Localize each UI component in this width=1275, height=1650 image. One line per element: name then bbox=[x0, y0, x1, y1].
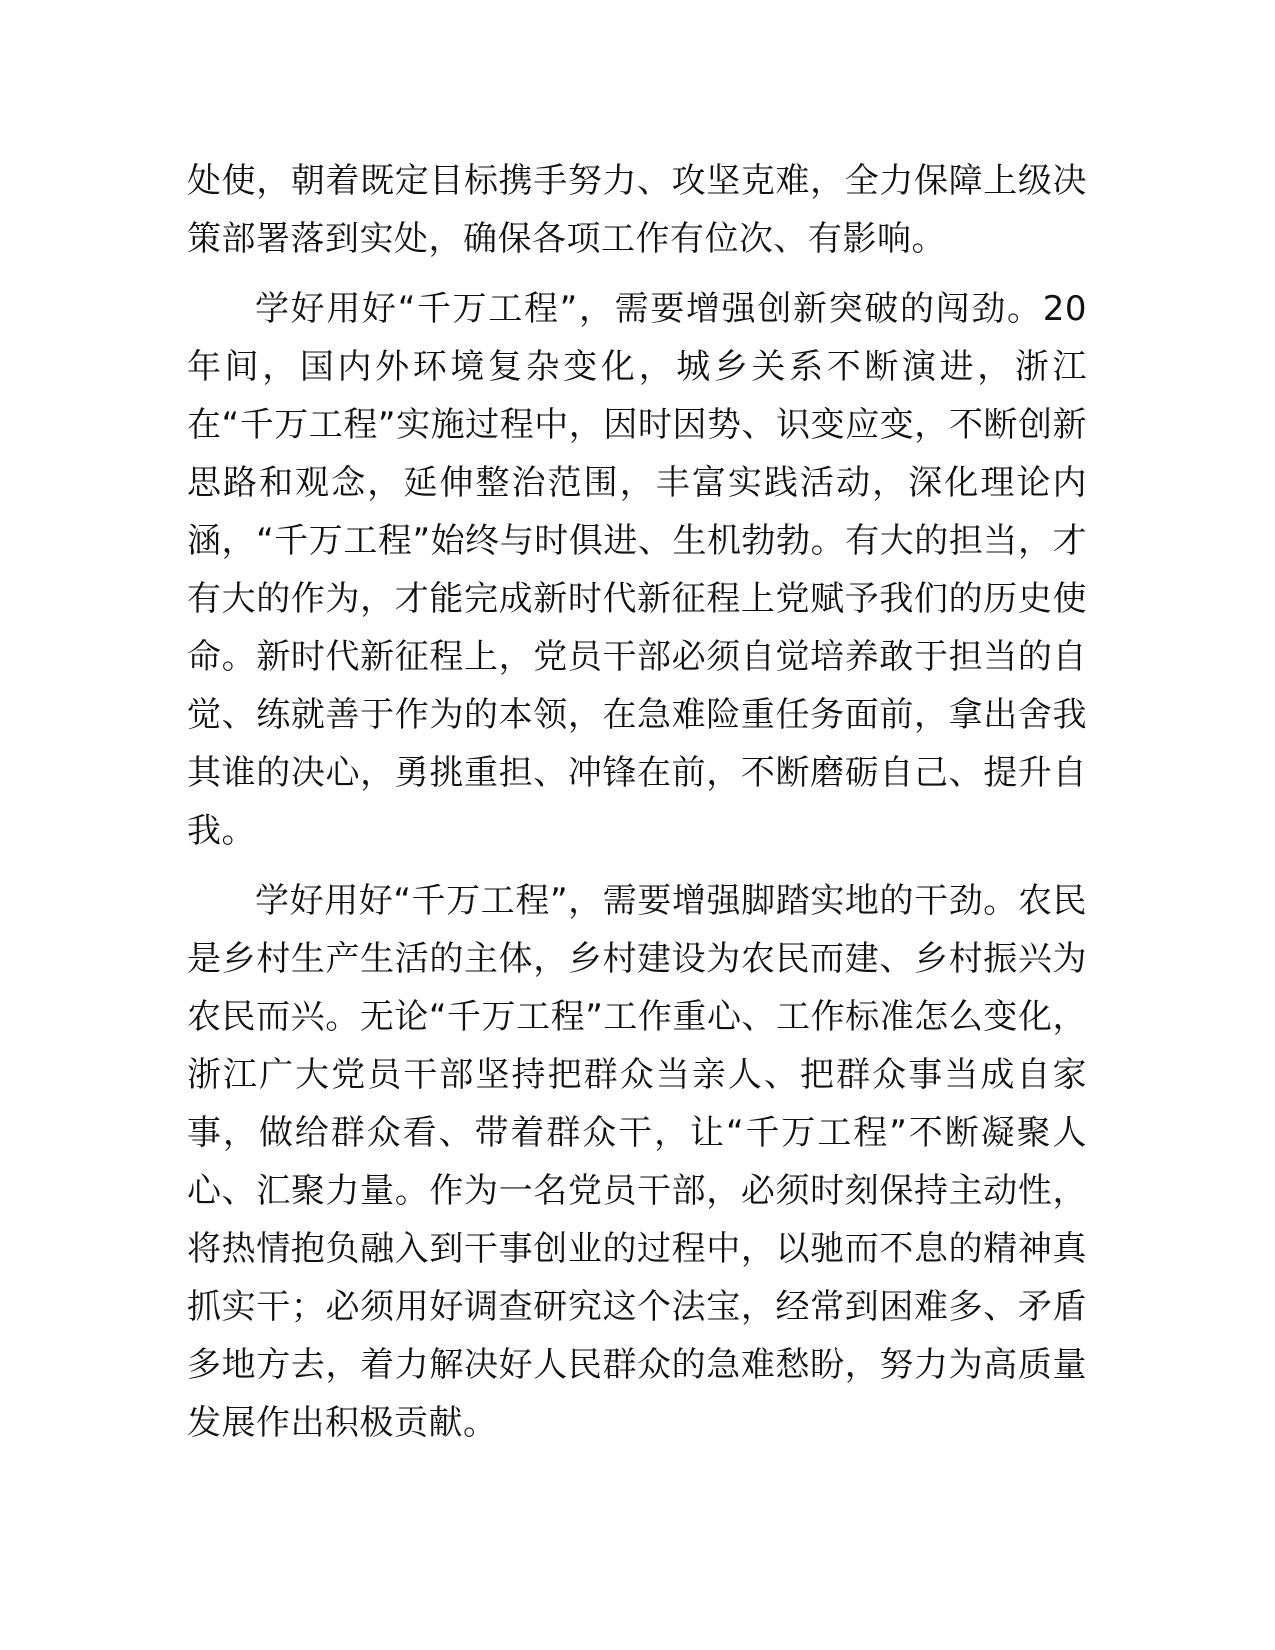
paragraph-continuation: 处使，朝着既定目标携手努力、攻坚克难，全力保障上级决策部署落到实处，确保各项工作有位次、有影响。 bbox=[187, 161, 1087, 259]
document-body bbox=[187, 152, 1087, 1452]
paragraph-down-to-earth: 学好用好“千万工程”，需要增强脚踏实地的干劲。农民是乡村生产生活的主体，乡村建设为农民而建、乡村振兴为农民而兴。无论“千万工程”工作重心、工作标准怎么变化，浙江广大党员干部坚持把群众当亲人、把群众事当成自家事，做给群众看、带着群众干，让“千万工程”不断凝聚人心、汇聚力量。作为一名党员干部，必须时刻保持主动性，将热情抱负融入到干事创业的过程中，以驰而不息的精神真抓实干；必须用好调查研究这个法宝，经常到困难多、矛盾多地方去，着力解决好人民群众的急难愁盼，努力为高质量发展作出积极贡献。 bbox=[187, 881, 1087, 1443]
paragraph-innovation: 学好用好“千万工程”，需要增强创新突破的闯劲。20 年间，国内外环境复杂变化，城乡关系不断演进，浙江在“千万工程”实施过程中，因时因势、识变应变，不断创新思路和观念，延伸整治范围，丰富实践活动，深化理论内涵，“千万工程”始终与时俱进、生机勃勃。有大的担当，才有大的作为，才能完成新时代新征程上党赋予我们的历史使命。新时代新征程上，党员干部必须自觉培养敢于担当的自觉、练就善于作为的本领，在急难险重任务面前，拿出舍我其谁的决心，勇挑重担、冲锋在前，不断磨砺自己、提升自我。 bbox=[187, 289, 1087, 851]
